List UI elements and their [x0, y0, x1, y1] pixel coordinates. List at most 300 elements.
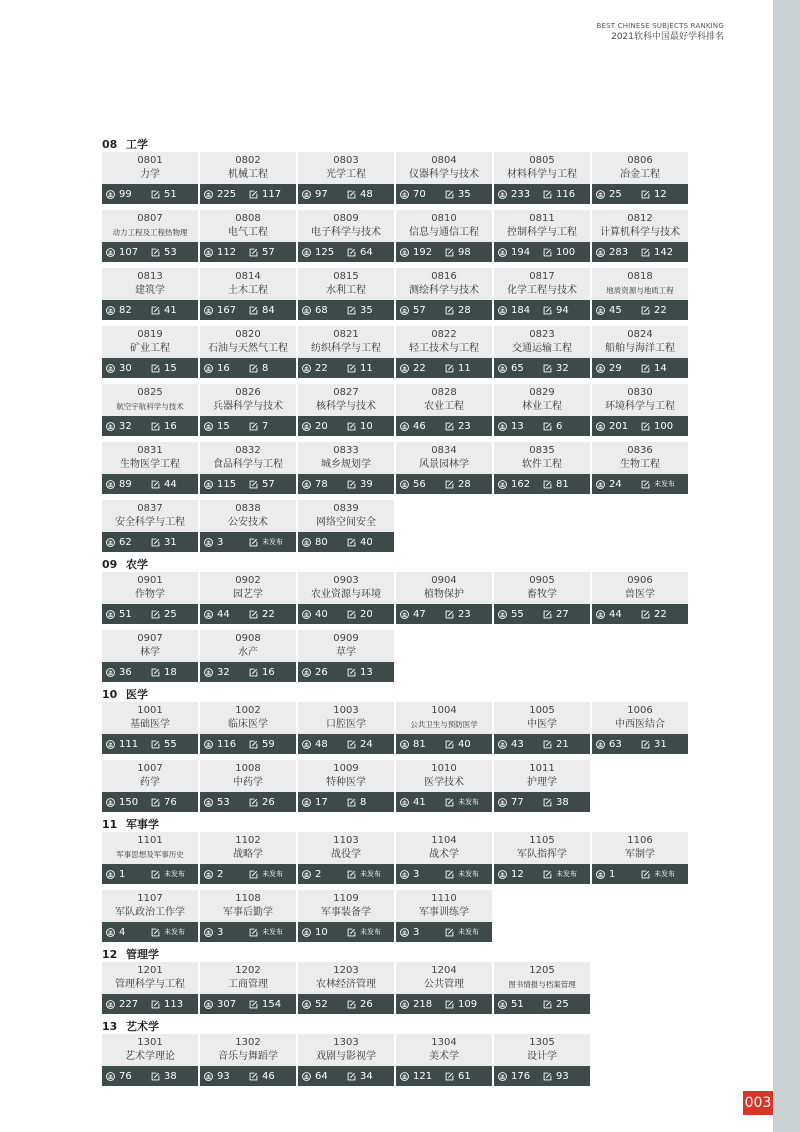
ranked-count-value: 未发布: [457, 928, 479, 936]
subject-stats-bar: [200, 604, 296, 624]
ranked-count: [445, 797, 488, 807]
subject-header: [298, 890, 394, 922]
university-count-value: 46: [413, 420, 426, 432]
subject-name: 药学: [140, 777, 160, 788]
ranked-count-value: 11: [359, 362, 373, 374]
subject-card: [298, 326, 394, 378]
subject-code: 1006: [627, 705, 653, 716]
subject-card: [396, 384, 492, 436]
subject-code: 0819: [137, 329, 163, 340]
university-building-icon: [302, 740, 311, 749]
subject-stats-bar: [200, 184, 296, 204]
subject-card: [396, 1034, 492, 1086]
ranked-count: [543, 247, 586, 258]
ranked-count-value: 28: [457, 478, 471, 490]
subject-card: [298, 760, 394, 812]
subject-card: [396, 890, 492, 942]
university-count: [498, 421, 543, 432]
subject-stats-bar: [592, 184, 688, 204]
subject-header: [396, 572, 492, 604]
subject-stats-bar: [494, 604, 590, 624]
university-building-icon: [106, 538, 115, 547]
university-count: [498, 363, 543, 374]
university-count-value: 3: [413, 926, 420, 938]
subject-stats-bar: [494, 734, 590, 754]
subject-header: [102, 442, 198, 474]
subject-name: 艺术学理论: [125, 1051, 175, 1062]
university-count-value: 192: [413, 246, 433, 258]
subject-card: [298, 832, 394, 884]
university-building-icon: [400, 422, 409, 431]
ranked-count-value: 未发布: [457, 870, 479, 878]
university-building-icon: [106, 668, 115, 677]
university-count: [400, 247, 445, 258]
subject-stats-bar: [102, 300, 198, 320]
subject-card: [102, 500, 198, 552]
subject-header: [298, 326, 394, 358]
university-count-value: 51: [511, 998, 524, 1010]
subject-code: 1005: [529, 705, 555, 716]
subject-code: 1001: [137, 705, 163, 716]
ranked-count: [151, 609, 194, 620]
ranked-count-value: 38: [163, 1070, 177, 1082]
subject-header: [396, 1034, 492, 1066]
subject-code: 1303: [333, 1037, 359, 1048]
edit-checkbox-icon: [445, 364, 454, 373]
ranked-count-value: 23: [457, 420, 471, 432]
university-count: [498, 189, 543, 200]
university-count: [596, 421, 641, 432]
subject-stats-bar: [298, 474, 394, 494]
ranked-count-value: 未发布: [457, 798, 479, 806]
subject-card: [494, 1034, 590, 1086]
subject-header: [200, 1034, 296, 1066]
subject-code: 0823: [529, 329, 555, 340]
subject-card: [102, 326, 198, 378]
subject-card: [396, 760, 492, 812]
university-building-icon: [302, 422, 311, 431]
subject-header: [102, 152, 198, 184]
university-building-icon: [302, 798, 311, 807]
ranked-count-value: 98: [457, 246, 471, 258]
university-building-icon: [596, 190, 605, 199]
university-count: [400, 999, 445, 1010]
subject-grid: [102, 572, 692, 688]
university-count-value: 55: [511, 608, 524, 620]
subject-name: 林学: [140, 647, 160, 658]
subject-card: [200, 384, 296, 436]
subject-card: [102, 760, 198, 812]
subject-code: 0905: [529, 575, 555, 586]
subject-header: [298, 1034, 394, 1066]
subject-name: 作物学: [135, 589, 165, 600]
subject-name: 草学: [336, 647, 356, 658]
edit-checkbox-icon: [347, 306, 356, 315]
ranked-count-value: 55: [163, 738, 177, 750]
university-building-icon: [302, 480, 311, 489]
university-count: [106, 421, 151, 432]
university-count: [400, 797, 445, 808]
university-count: [106, 1071, 151, 1082]
university-count: [302, 479, 347, 490]
subject-name: 土木工程: [228, 285, 268, 296]
ranked-count: [641, 609, 684, 620]
section-name: 农学: [126, 558, 148, 571]
subject-card: [200, 326, 296, 378]
subject-header: [102, 1034, 198, 1066]
ranked-count: [641, 305, 684, 316]
ranked-count-value: 22: [653, 304, 667, 316]
side-color-band: [773, 0, 800, 1132]
ranked-count-value: 18: [163, 666, 177, 678]
university-building-icon: [596, 422, 605, 431]
ranked-count-value: 未发布: [163, 928, 185, 936]
subject-stats-bar: [298, 604, 394, 624]
subject-code: 1204: [431, 965, 457, 976]
subject-name: 军事训练学: [419, 907, 469, 918]
university-building-icon: [302, 928, 311, 937]
subject-card: [200, 630, 296, 682]
subject-stats-bar: [298, 864, 394, 884]
subject-name: 力学: [140, 169, 160, 180]
edit-checkbox-icon: [249, 1072, 258, 1081]
subject-card: [200, 890, 296, 942]
subject-code: 0806: [627, 155, 653, 166]
ranked-count-value: 25: [163, 608, 177, 620]
subject-card: [102, 630, 198, 682]
subject-code: 0827: [333, 387, 359, 398]
subject-code: 1003: [333, 705, 359, 716]
edit-checkbox-icon: [445, 306, 454, 315]
university-building-icon: [106, 928, 115, 937]
edit-checkbox-icon: [249, 190, 258, 199]
subject-stats-bar: [592, 358, 688, 378]
edit-checkbox-icon: [543, 610, 552, 619]
university-count-value: 162: [511, 478, 531, 490]
edit-checkbox-icon: [249, 668, 258, 677]
ranked-count: [543, 797, 586, 808]
subject-name: 植物保护: [424, 589, 464, 600]
subject-code: 0809: [333, 213, 359, 224]
subject-card: [200, 962, 296, 1014]
subject-code: 1305: [529, 1037, 555, 1048]
subject-stats-bar: [494, 864, 590, 884]
section-name: 艺术学: [126, 1020, 159, 1033]
subject-stats-bar: [200, 994, 296, 1014]
subject-name: 软件工程: [522, 459, 562, 470]
university-count: [302, 609, 347, 620]
subject-name: 计算机科学与技术: [600, 227, 680, 238]
edit-checkbox-icon: [347, 538, 356, 547]
university-count: [400, 363, 445, 374]
subject-stats-bar: [396, 1066, 492, 1086]
subject-code: 1205: [529, 965, 555, 976]
subject-header: [298, 210, 394, 242]
ranked-count-value: 11: [457, 362, 471, 374]
university-count-value: 150: [119, 796, 139, 808]
university-building-icon: [302, 1000, 311, 1009]
university-count-value: 194: [511, 246, 531, 258]
subject-header: [396, 760, 492, 792]
ranked-count: [249, 189, 292, 200]
subject-header: [396, 890, 492, 922]
subject-name: 兵器科学与技术: [213, 401, 283, 412]
subject-code: 0907: [137, 633, 163, 644]
ranked-count: [249, 421, 292, 432]
subject-header: [298, 442, 394, 474]
subject-code: 0832: [235, 445, 261, 456]
subject-stats-bar: [396, 300, 492, 320]
university-count-value: 65: [511, 362, 524, 374]
edit-checkbox-icon: [151, 1072, 160, 1081]
subject-header: [200, 152, 296, 184]
university-count: [106, 869, 151, 880]
subject-header: [494, 210, 590, 242]
university-building-icon: [596, 306, 605, 315]
edit-checkbox-icon: [151, 668, 160, 677]
university-building-icon: [302, 248, 311, 257]
university-count: [302, 667, 347, 678]
subject-name: 战役学: [331, 849, 361, 860]
subject-header: [200, 630, 296, 662]
edit-checkbox-icon: [543, 870, 552, 879]
section-name: 医学: [126, 688, 148, 701]
university-count: [498, 247, 543, 258]
subject-code: 1108: [235, 893, 261, 904]
ranked-count: [347, 305, 390, 316]
ranked-count-value: 未发布: [163, 870, 185, 878]
university-building-icon: [400, 870, 409, 879]
edit-checkbox-icon: [543, 740, 552, 749]
subject-code: 1301: [137, 1037, 163, 1048]
ranked-count: [543, 739, 586, 750]
edit-checkbox-icon: [445, 610, 454, 619]
edit-checkbox-icon: [151, 190, 160, 199]
university-count: [400, 869, 445, 880]
university-count: [106, 305, 151, 316]
subject-stats-bar: [592, 604, 688, 624]
ranked-count-value: 53: [163, 246, 177, 258]
edit-checkbox-icon: [445, 422, 454, 431]
subject-code: 0831: [137, 445, 163, 456]
ranked-count: [151, 667, 194, 678]
subject-header: [200, 210, 296, 242]
subject-name: 战略学: [233, 849, 263, 860]
subject-header: [102, 890, 198, 922]
university-count: [498, 999, 543, 1010]
subject-card: [494, 384, 590, 436]
university-count-value: 167: [217, 304, 237, 316]
subject-header: [200, 890, 296, 922]
ranked-count-value: 46: [261, 1070, 275, 1082]
subject-header: [200, 384, 296, 416]
university-count: [498, 739, 543, 750]
ranked-count: [543, 305, 586, 316]
subject-header: [200, 442, 296, 474]
subject-code: 1106: [627, 835, 653, 846]
subject-code: 0839: [333, 503, 359, 514]
university-count: [596, 247, 641, 258]
subject-code: 1008: [235, 763, 261, 774]
edit-checkbox-icon: [641, 248, 650, 257]
university-building-icon: [498, 190, 507, 199]
university-count: [302, 869, 347, 880]
subject-name: 冶金工程: [620, 169, 660, 180]
university-building-icon: [204, 1000, 213, 1009]
university-count: [400, 305, 445, 316]
edit-checkbox-icon: [641, 364, 650, 373]
subject-code: 0837: [137, 503, 163, 514]
edit-checkbox-icon: [151, 538, 160, 547]
subject-code: 0814: [235, 271, 261, 282]
subject-card: [102, 442, 198, 494]
subject-name: 轻工技术与工程: [409, 343, 479, 354]
university-count-value: 201: [609, 420, 629, 432]
subject-code: 1202: [235, 965, 261, 976]
university-count-value: 57: [413, 304, 426, 316]
ranked-count-value: 13: [359, 666, 373, 678]
subject-name: 地质资源与地质工程: [606, 286, 674, 295]
ranked-count: [347, 609, 390, 620]
subject-name: 光学工程: [326, 169, 366, 180]
ranked-count-value: 48: [359, 188, 373, 200]
subject-card: [298, 384, 394, 436]
subject-code: 0838: [235, 503, 261, 514]
university-building-icon: [302, 190, 311, 199]
subject-header: [102, 702, 198, 734]
ranked-count-value: 113: [163, 998, 184, 1010]
subject-header: [102, 326, 198, 358]
subject-grid: [102, 152, 692, 558]
subject-name: 安全科学与工程: [115, 517, 185, 528]
subject-card: [200, 572, 296, 624]
subject-name: 音乐与舞蹈学: [218, 1051, 278, 1062]
ranked-count: [347, 421, 390, 432]
ranked-count: [445, 999, 488, 1010]
university-building-icon: [400, 480, 409, 489]
edit-checkbox-icon: [249, 422, 258, 431]
ranked-count-value: 12: [653, 188, 667, 200]
ranked-count-value: 93: [555, 1070, 569, 1082]
subject-code: 0909: [333, 633, 359, 644]
ranked-count: [151, 189, 194, 200]
ranked-count-value: 31: [653, 738, 667, 750]
subject-name: 中西医结合: [615, 719, 665, 730]
edit-checkbox-icon: [641, 422, 650, 431]
subject-stats-bar: [200, 416, 296, 436]
university-count: [106, 667, 151, 678]
ranked-count-value: 未发布: [359, 870, 381, 878]
subject-header: [592, 152, 688, 184]
subject-stats-bar: [102, 358, 198, 378]
subject-stats-bar: [396, 792, 492, 812]
edit-checkbox-icon: [249, 870, 258, 879]
edit-checkbox-icon: [249, 248, 258, 257]
edit-checkbox-icon: [641, 190, 650, 199]
subject-header: [396, 832, 492, 864]
ranked-count-value: 16: [163, 420, 177, 432]
university-count: [204, 247, 249, 258]
edit-checkbox-icon: [249, 306, 258, 315]
ranked-count: [445, 247, 488, 258]
subject-name: 公共管理: [424, 979, 464, 990]
subject-code: 0818: [627, 271, 653, 282]
subject-stats-bar: [396, 242, 492, 262]
university-count: [596, 363, 641, 374]
edit-checkbox-icon: [347, 364, 356, 373]
subject-card: [298, 572, 394, 624]
university-count-value: 10: [315, 926, 328, 938]
university-count: [204, 797, 249, 808]
subject-name: 公共卫生与预防医学: [410, 720, 478, 729]
ranked-count: [249, 869, 292, 879]
subject-name: 石油与天然气工程: [208, 343, 288, 354]
university-count: [106, 189, 151, 200]
subject-name: 水产: [238, 647, 258, 658]
edit-checkbox-icon: [543, 1000, 552, 1009]
university-building-icon: [106, 248, 115, 257]
subject-header: [592, 326, 688, 358]
subject-header: [494, 832, 590, 864]
edit-checkbox-icon: [347, 422, 356, 431]
section-title: [102, 688, 692, 702]
university-count-value: 80: [315, 536, 328, 548]
subject-header: [298, 760, 394, 792]
subject-stats-bar: [298, 734, 394, 754]
subject-code: 1103: [333, 835, 359, 846]
university-building-icon: [204, 668, 213, 677]
ranked-count: [347, 739, 390, 750]
edit-checkbox-icon: [249, 480, 258, 489]
university-count: [596, 189, 641, 200]
edit-checkbox-icon: [347, 740, 356, 749]
ranked-count-value: 22: [653, 608, 667, 620]
university-count: [106, 927, 151, 938]
university-count: [498, 1071, 543, 1082]
section-title: [102, 818, 692, 832]
university-count-value: 45: [609, 304, 622, 316]
ranked-count: [543, 479, 586, 490]
university-building-icon: [498, 740, 507, 749]
ranked-count: [347, 189, 390, 200]
university-building-icon: [596, 870, 605, 879]
university-count-value: 184: [511, 304, 531, 316]
subject-code: 0807: [137, 213, 163, 224]
university-building-icon: [596, 480, 605, 489]
subject-code: 0824: [627, 329, 653, 340]
ranked-count-value: 76: [163, 796, 177, 808]
ranked-count: [543, 1071, 586, 1082]
subject-header: [102, 760, 198, 792]
university-building-icon: [498, 480, 507, 489]
university-building-icon: [204, 610, 213, 619]
section-name: 军事学: [126, 818, 159, 831]
subject-code: 0812: [627, 213, 653, 224]
subject-stats-bar: [200, 792, 296, 812]
ranked-count: [543, 609, 586, 620]
university-count: [106, 363, 151, 374]
subject-name: 生物工程: [620, 459, 660, 470]
subject-code: 1304: [431, 1037, 457, 1048]
university-building-icon: [204, 306, 213, 315]
university-building-icon: [302, 538, 311, 547]
subject-stats-bar: [494, 416, 590, 436]
ranked-count-value: 未发布: [653, 870, 675, 878]
university-building-icon: [204, 480, 213, 489]
subject-card: [200, 152, 296, 204]
university-count: [302, 363, 347, 374]
subject-header: [200, 702, 296, 734]
